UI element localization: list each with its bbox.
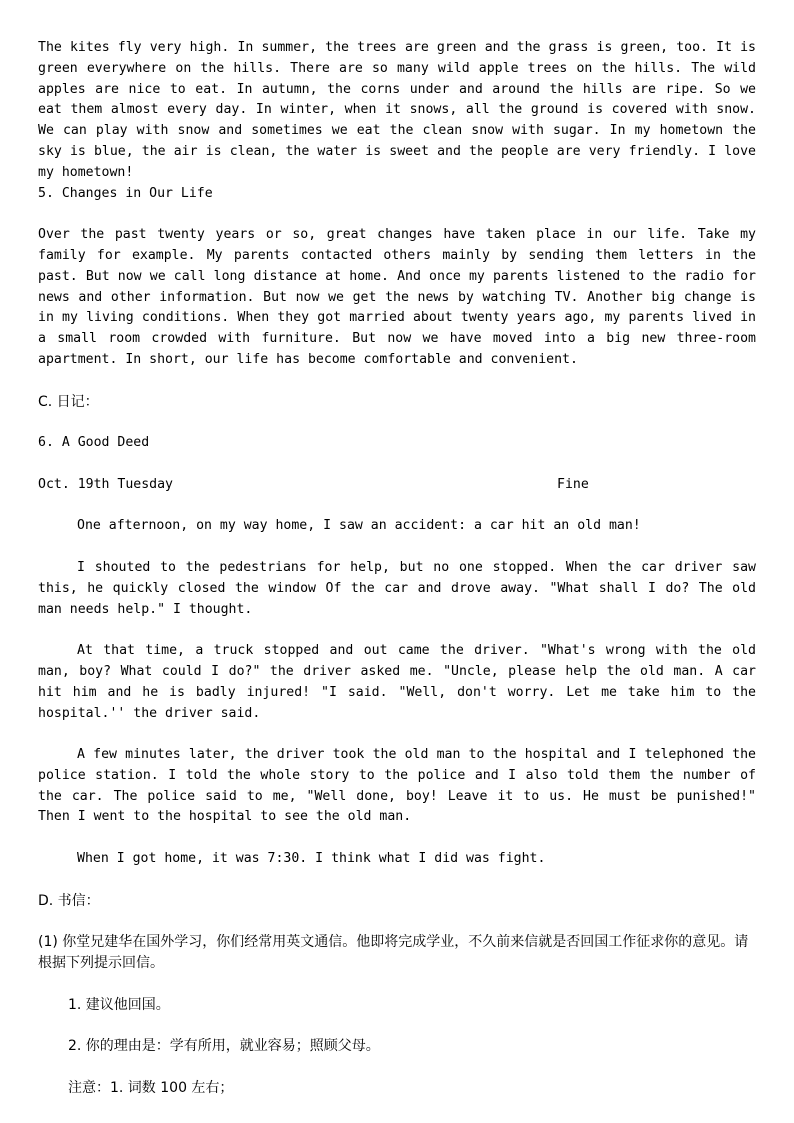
spacer xyxy=(38,974,756,995)
diary-paragraph: A few minutes later, the driver took the old man to the hospital and I telephoned the police station. I told the whole story to the police and I also told them the number of the car. The police said to me, "Well done, boy! Leave it to us. He must be punished!" Then I went to the hospital to see the old man. xyxy=(38,747,756,825)
diary-paragraph: When I got home, it was 7:30. I think what I did was fight. xyxy=(77,851,546,867)
spacer xyxy=(38,1015,756,1036)
spacer xyxy=(38,537,756,558)
section-d-heading: D. 书信： xyxy=(38,892,100,909)
spacer xyxy=(38,371,756,392)
diary-weather: Fine xyxy=(557,476,589,492)
section5-title: 5. Changes in Our Life xyxy=(38,185,213,201)
letter-prompt: (1) 你堂兄建华在国外学习，你们经常用英文通信。他即将完成学业，不久前来信就是否回国工作征求你的意见。请根据下列提示回信。 xyxy=(38,934,749,972)
spacer xyxy=(38,454,756,475)
spacer xyxy=(38,870,756,891)
diary-date-line xyxy=(38,475,756,496)
diary-date: Oct. 19th Tuesday xyxy=(38,476,173,492)
diary-title: 6. A Good Deed xyxy=(38,435,150,451)
diary-paragraph: At that time, a truck stopped and out came the driver. "What's wrong with the old man, boy? What could I do?" the driver asked me. "Uncle, please help the old man. A car hit him and he is badly injured! "I said. "Well, don't worry. Let me take him to the hospital.'' the driver said. xyxy=(38,643,756,721)
spacer xyxy=(38,620,756,641)
letter-point-1: 1. 建议他回国。 xyxy=(68,996,170,1013)
spacer xyxy=(38,496,756,517)
diary-paragraph: One afternoon, on my way home, I saw an accident: a car hit an old man! xyxy=(77,518,641,534)
spacer xyxy=(38,204,756,225)
spacer xyxy=(38,412,756,433)
diary-paragraph: I shouted to the pedestrians for help, but no one stopped. When the car driver saw this, he quickly closed the window Of the car and drove away. "What shall I do? The old man needs help." I thought. xyxy=(38,559,756,617)
hometown-paragraph: The kites fly very high. In summer, the trees are green and the grass is green, too. It is green everywhere on the hills. There are so many wild apple trees on the hills. The wild apples are nice to eat. In autumn, the corns under and around the hills are ripe. So we eat them almost every day. In winter, when it snows, all the ground is covered with snow. We can play with snow and sometimes we eat the clean snow with sugar. In my hometown the sky is blue, the air is clean, the water is sweet and the people are very friendly. I love my hometown! xyxy=(38,40,756,180)
section-c-heading: C. 日记： xyxy=(38,393,99,410)
spacer xyxy=(38,828,756,849)
document-page xyxy=(38,38,756,1099)
letter-point-2: 2. 你的理由是：学有所用，就业容易；照顾父母。 xyxy=(68,1038,380,1055)
spacer xyxy=(38,911,756,932)
letter-note: 注意：1. 词数 100 左右； xyxy=(68,1079,234,1096)
spacer xyxy=(38,1057,756,1078)
spacer xyxy=(38,724,756,745)
section5-body: Over the past twenty years or so, great changes have taken place in our life. Take my family for example. My parents contacted others mainly by sending them letters in the past. But now we call long distance at home. And once my parents listened to the radio for news and other information. But now we get the news by watching TV. Another big change is in my living conditions. When they got married about twenty years ago, my parents lived in a small room crowded with furniture. But now we have moved into a big new three-room apartment. In short, our life has become comfortable and convenient. xyxy=(38,227,756,367)
